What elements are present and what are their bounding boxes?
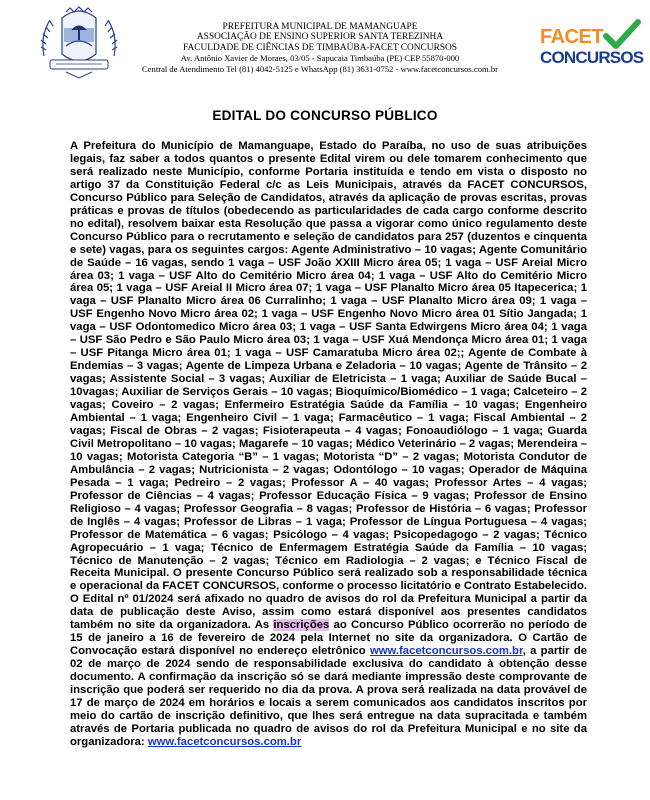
body-text-part-2: ao Concurso Público ocorrerão no período de 15 de janeiro a 16 de fevereiro de 2024 pela Internet no site da organizadora. O Cartão de Convocação estará disponível no endereço eletrônico xyxy=(70,619,587,658)
letterhead xyxy=(0,0,650,95)
highlighted-word: inscrições xyxy=(273,619,330,632)
document-title: EDITAL DO CONCURSO PÚBLICO xyxy=(212,108,438,123)
edital-paragraph xyxy=(70,140,587,749)
organization-info xyxy=(120,22,520,74)
org-line-address: Av. Antônio Xavier de Moraes, 03/05 - Sapucaia Timbaúba (PE) CEP 55870-000 xyxy=(180,53,460,64)
check-icon xyxy=(602,18,642,52)
facet-website-link-footer[interactable]: www.facetconcursos.com.br xyxy=(147,735,302,748)
body-text-part-1: A Prefeitura do Município de Mamanguape, Estado do Paraíba, no uso de suas atribuições legais, faz saber a todos quantos o presente Edital virem ou dele tomarem conhecimento que será realizado neste Município, conforme Portaria instituída e tendo em vista o disposto no artigo 37 da Constituição Federal c/c as Leis Municipais, através da FACET CONCURSOS, Concurso Público para Seleção de Candidatos, através da aplicação de provas escritas, provas práticas e provas de títulos (obedecendo as particularidades de cada cargo conforme descrito no edital), resolvem baixar esta Resolução que passa a vigorar como único regulamento deste Concurso Público para o recrutamento e seleção de candidatos para 257 (duzentos e cinquenta e sete) vagas, para os seguintes cargos: Agente Administrativo – 10 vagas; Agente Comunitário de Saúde – 16 vagas, sendo 1 vaga – USF João XXIII Micro área 05; 1 vaga – USF Areial Micro área 03; 1 vaga – USF Alto do Cemitério Micro área 04; 1 vaga – USF Alto do Cemitério Micro área 05; 1 vaga – USF Areial II Micro área 07; 1 vaga – USF Planalto Micro área 05 Itapecerica; 1 vaga – USF Planalto Micro área 06 Curralinho; 1 vaga – USF Planalto Micro área 09; 1 vaga – USF Engenho Novo Micro área 02; 1 vaga – USF Engenho Novo Micro área 01 Sítio Jangada; 1 vaga – USF Odontomedico Micro área 03; 1 vaga – USF Santa Edwirgens Micro área 04; 1 vaga – USF São Pedro e São Paulo Micro área 03; 1 vaga – USF Xuá Mendonça Micro área 01; 1 vaga – USF Pitanga Micro área 01; 1 vaga – USF Camaratuba Micro área 02;; Agente de Combate à Endemias – 3 vagas; Agente de Limpeza Urbana e Zeladoria – 10 vagas; Agente de Trânsito – 2 vagas; Assistente Social – 3 vagas; Auxiliar de Eletricista – 1 vaga; Auxiliar de Saúde Bucal – 10vagas; Auxiliar de Serviços Gerais – 10 vagas; Bioquímico/Biomédico – 1 vaga; Calceteiro – 2 vagas; Coveiro – 2 vagas; Enfermeiro Estratégia Saúde da Família – 10 vagas; Engenheiro Ambiental – 1 vaga; Engenheiro Civil – 1 vaga; Farmacêutico – 1 vaga; Fiscal Ambiental – 2 vagas; Fiscal de Obras – 2 vagas; Fisioterapeuta – 4 vagas; Fonoaudiólogo – 1 vaga; Guarda Civil Metropolitano – 10 vagas; Magarefe – 10 vagas; Médico Veterinário – 2 vagas; Merendeira – 10 vagas; Motorista Categoria “B” – 1 vagas; Motorista “D” – 2 vagas; Motorista Condutor de Ambulância – 2 vagas; Nutricionista – 2 vagas; Odontólogo – 10 vagas; Operador de Máquina Pesada – 1 vaga; Pedreiro – 2 vagas; Professor A – 40 vagas; Professor Artes – 4 vagas; Professor de Ciências – 4 vagas; Professor Educação Física – 9 vagas; Professor de Ensino Religioso – 4 vagas; Professor Geografia – 8 vagas; Professor de História – 6 vagas; Professor de Inglês – 4 vagas; Professor de Libras – 1 vaga; Professor de Língua Portuguesa – 4 vagas; Professor de Matemática – 6 vagas; Psicólogo – 4 vagas; Psicopedagogo – 2 vagas; Técnico Agropecuário – 1 vaga; Técnico de Enfermagem Estratégia Saúde da Família – 10 vagas; Técnico de Manutenção – 2 vagas; Técnico em Radiologia – 2 vagas; e Técnico Fiscal de Receita Municipal. O presente Concurso Público será realizado sob a responsabilidade técnica e operacional da FACET CONCURSOS, conforme o processo licitatório e Contrato Estabelecido. O Edital nº 01/2024 será afixado no quadro de avisos do rol da Prefeitura Municipal a partir da data de publicação deste Aviso, assim como estará disponível aos presentes candidatos também no site da organizadora. As xyxy=(70,140,587,632)
logo-word-facet: FACET xyxy=(540,26,604,48)
org-line-prefeitura: PREFEITURA MUNICIPAL DE MAMANGUAPE xyxy=(222,22,418,32)
logo-word-concursos: CONCURSOS xyxy=(540,48,644,67)
org-line-faculdade: FACULDADE DE CIÊNCIAS DE TIMBAÚBA-FACET CONCURSOS xyxy=(182,42,458,53)
org-line-contact: Central de Atendimento Tel (81) 4042-5125 e WhatsApp (81) 3631-0752 - www.facetconcursos.com.br xyxy=(141,63,499,74)
org-line-associacao: ASSOCIAÇÃO DE ENSINO SUPERIOR SANTA TEREZINHA xyxy=(196,32,444,43)
edital-body xyxy=(70,140,587,749)
municipal-crest-icon xyxy=(36,6,122,80)
facet-website-link[interactable]: www.facetconcursos.com.br xyxy=(369,645,523,658)
facet-concursos-logo xyxy=(536,14,646,70)
body-text-part-3: , a partir de 02 de março de 2024 sendo de responsabilidade exclusiva do candidato à obtenção desse documento. A confirmação da inscrição só se dará mediante impressão deste comprovante de inscrição que poderá ser requerido no dia da prova. A prova será realizada na data provável de 17 de março de 2024 em horários e locais a serem comunicados aos candidatos inscritos por meio do cartão de inscrição definitivo, que lhes será entregue na data supracitada e também através de Portaria publicada no quadro de avisos do rol da Prefeitura Municipal e no site da organizadora: xyxy=(70,645,587,748)
